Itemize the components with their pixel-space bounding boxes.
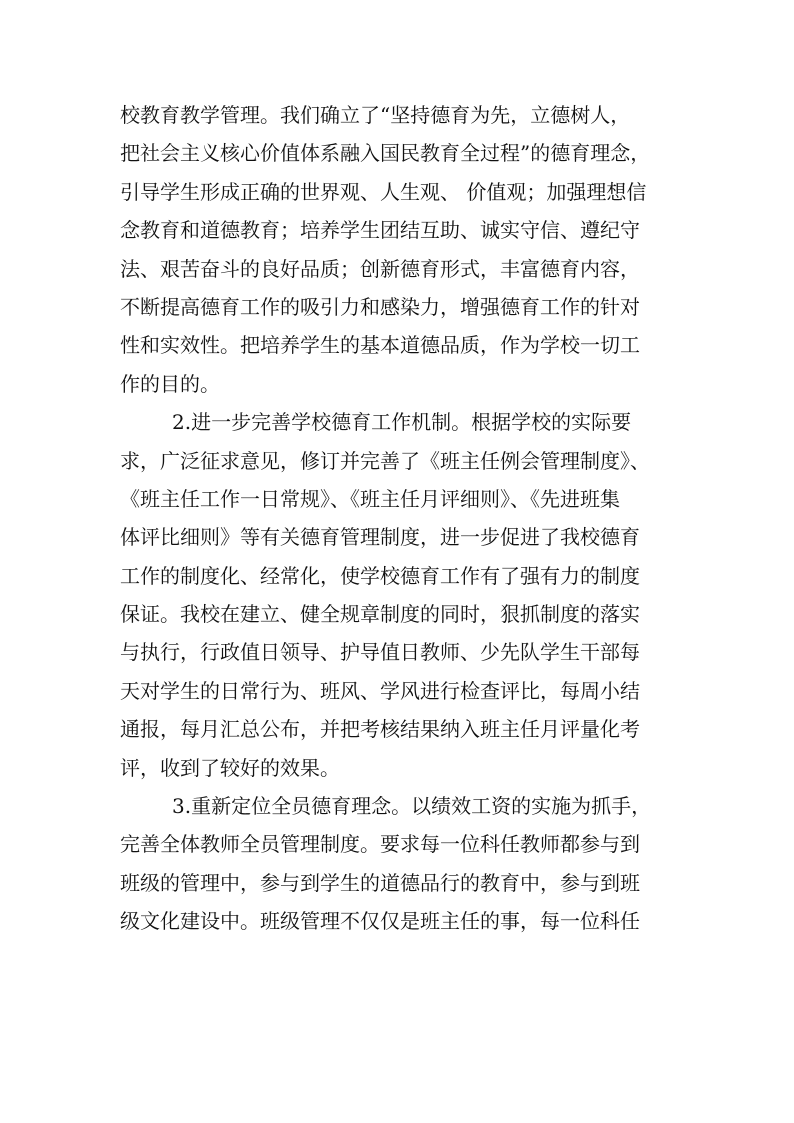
text-line: 引导学生形成正确的世界观、人生观、 价值观；加强理想信 [120, 179, 647, 204]
text-line: 求，广泛征求意见，修订并完善了《班主任例会管理制度》、 [120, 448, 650, 473]
paragraph-2-first-line: 2.进一步完善学校德育工作机制。根据学校的实际要 [172, 410, 632, 435]
text-line: 法、艰苦奋斗的良好品质；创新德育形式，丰富德育内容， [120, 256, 640, 281]
text-line: 不断提高德育工作的吸引力和感染力，增强德育工作的针对 [120, 294, 640, 319]
text-line: 评，收到了较好的效果。 [120, 755, 340, 780]
text-line: 把社会主义核心价值体系融入国民教育全过程”的德育理念， [120, 141, 651, 166]
text-line: 与执行，行政值日领导、护导值日教师、少先队学生干部每 [120, 640, 640, 665]
text-line: 天对学生的日常行为、班风、学风进行检查评比，每周小结 [120, 678, 640, 703]
text-line: 保证。我校在建立、健全规章制度的同时，狠抓制度的落实 [120, 602, 640, 627]
text-line: 《班主任工作一日常规》、《班主任月评细则》、《先进班集 [120, 486, 620, 511]
text-line: 校教育教学管理。我们确立了“坚持德育为先，立德树人， [120, 103, 631, 127]
text-line: 班级的管理中，参与到学生的道德品行的教育中，参与到班 [120, 870, 640, 895]
text-line: 完善全体教师全员管理制度。要求每一位科任教师都参与到 [120, 832, 640, 857]
text-line: 念教育和道德教育；培养学生团结互助、诚实守信、遵纪守 [120, 218, 640, 243]
paragraph-3-first-line: 3.重新定位全员德育理念。以绩效工资的实施为抓手， [172, 794, 652, 819]
text-line: 性和实效性。把培养学生的基本道德品质，作为学校一切工 [120, 333, 640, 358]
text-line: 工作的制度化、经常化，使学校德育工作有了强有力的制度 [120, 563, 640, 588]
text-line: 体评比细则》等有关德育管理制度，进一步促进了我校德育 [120, 525, 640, 550]
body-text [120, 96, 680, 941]
text-line: 级文化建设中。班级管理不仅仅是班主任的事，每一位科任 [120, 909, 640, 934]
text-line: 作的目的。 [120, 371, 220, 396]
text-line: 通报，每月汇总公布，并把考核结果纳入班主任月评量化考 [120, 717, 640, 742]
